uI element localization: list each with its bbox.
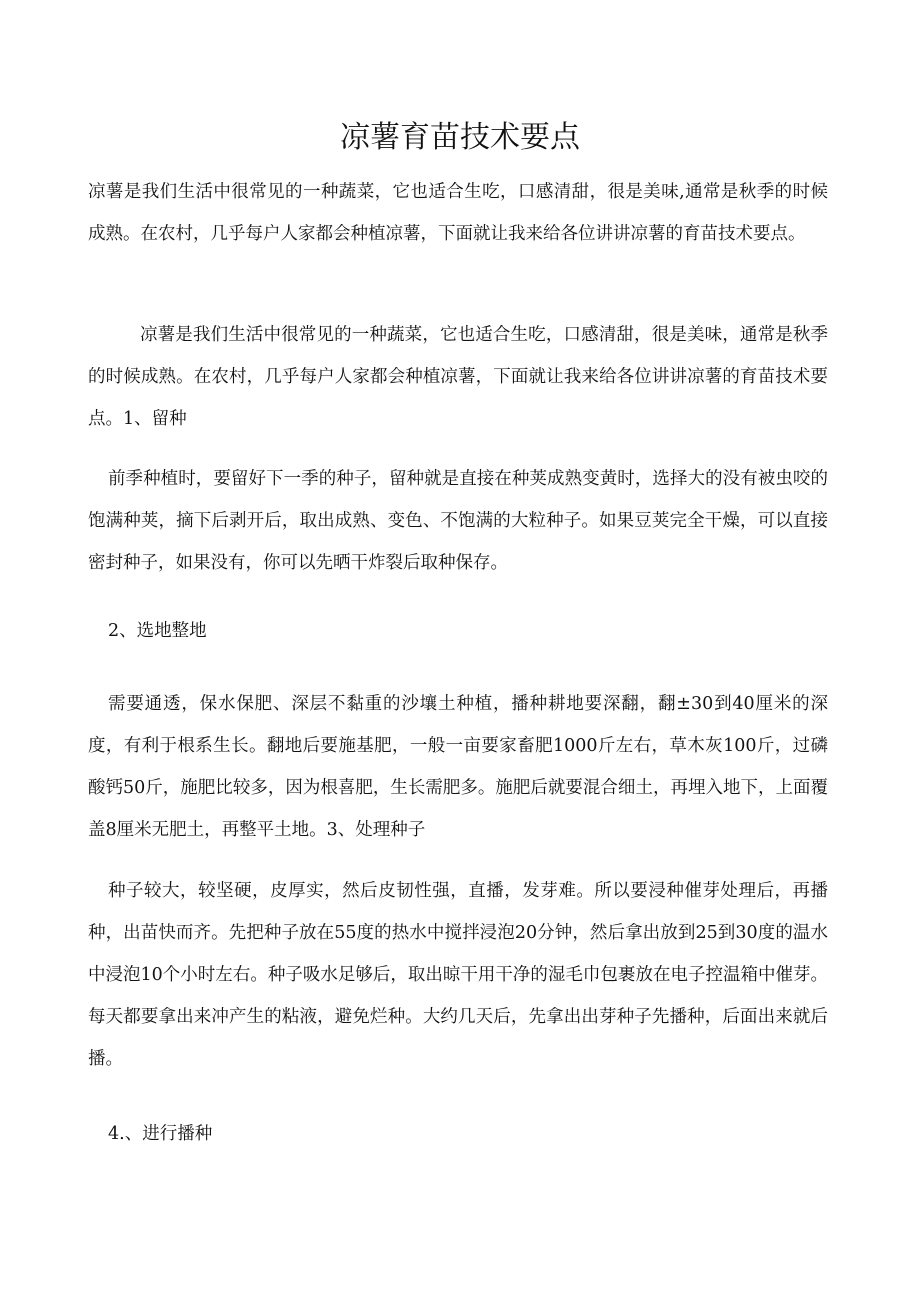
document-title: 凉薯育苗技术要点 xyxy=(340,120,580,155)
soil-preparation-paragraph: 需要通透，保水保肥、深层不黏重的沙壤土种植，播种耕地要深翻，翻±30到40厘米的深度，有利于根系生长。翻地后要施基肥，一般一亩要家畜肥1000斤左右，草木灰100斤，过磷酸钙50斤，施肥比较多，因为根喜肥，生长需肥多。施肥后就要混合细土，再埋入地下，上面覆盖8厘米无肥土，再整平土地。3、处理种子 xyxy=(88,694,828,840)
section-heading-site-selection: 2、选地整地 xyxy=(108,621,207,641)
intro-paragraph-repeat: 凉薯是我们生活中很常见的一种蔬菜，它也适合生吃，口感清甜，很是美味，通常是秋季的时候成熟。在农村，几乎每户人家都会种植凉薯，下面就让我来给各位讲讲凉薯的育苗技术要点。1、留种 xyxy=(88,325,828,429)
seed-treatment-paragraph: 种子较大，较坚硬，皮厚实，然后皮韧性强，直播，发芽难。所以要浸种催芽处理后，再播种，出苗快而齐。先把种子放在55度的热水中搅拌浸泡20分钟，然后拿出放到25到30度的温水中浸泡10个小时左右。种子吸水足够后，取出晾干用干净的湿毛巾包裹放在电子控温箱中催芽。每天都要拿出来冲产生的粘液，避免烂种。大约几天后，先拿出出芽种子先播种，后面出来就后播。 xyxy=(88,881,828,1069)
seed-keeping-paragraph: 前季种植时，要留好下一季的种子，留种就是直接在种荚成熟变黄时，选择大的没有被虫咬的饱满种荚，摘下后剥开后，取出成熟、变色、不饱满的大粒种子。如果豆荚完全干燥，可以直接密封种子，如果没有，你可以先晒干炸裂后取种保存。 xyxy=(88,469,828,573)
intro-paragraph: 凉薯是我们生活中很常见的一种蔬菜，它也适合生吃，口感清甜，很是美味,通常是秋季的时候成熟。在农村，几乎每户人家都会种植凉薯，下面就让我来给各位讲讲凉薯的育苗技术要点。 xyxy=(88,182,828,244)
section-heading-sowing: 4.、进行播种 xyxy=(108,1124,213,1144)
